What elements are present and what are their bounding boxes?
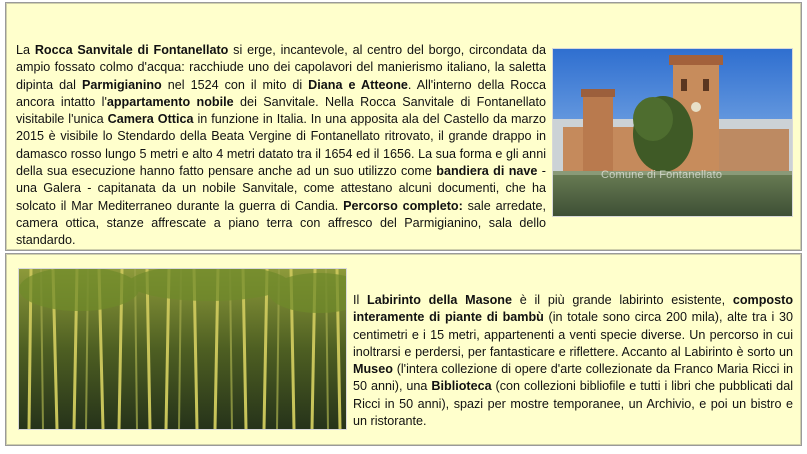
- castle-image: [553, 49, 792, 216]
- labirinto-description: Il Labirinto della Masone è il più grande labirinto esistente, composto interamente di piante di bambù (in totale sono circa 200 mila), alte tra i 30 centimetri e i 15 metri, appartenenti a venti specie diverse. Un percorso in cui inoltrarsi e perdersi, per fantasticare e riflettere. Accanto al Labirinto è sorto un Museo (l'intera collezione di opere d'arte collezionate da Franco Maria Ricci in 50 anni), una Biblioteca (con collezioni bibliofile e tutti i libri che pubblicati dal Ricci in 50 anni), spazi per mostre temporanee, un Archivio, e poi un bistro e un ristorante.: [353, 293, 794, 429]
- rocca-description: La Rocca Sanvitale di Fontanellato si erge, incantevole, al centro del borgo, circondata da ampio fossato colmo d'acqua: racchiude uno dei capolavori del manierismo italiano, la saletta dipinta dal Parmigianino nel 1524 con il mito di Diana e Atteone. All'interno della Rocca ancora intatto l'appartamento nobile dei Sanvitale. Nella Rocca Sanvitale di Fontanellato visitabile l'unica Camera Ottica in funzione in Italia. In una apposita ala del Castello da marzo 2015 è visibile lo Stendardo della Beata Vergine di Fontanellato ritrovato, il grande drappo in damasco rosso lungo 5 metri e alto 4 metri datato tra il 1654 ed il 1656. La sua forma e gli anni della sua esecuzione hanno fatto pensare anche ad un suo utilizzo come bandiera di nave - una Galera - capitanata da un nobile Sanvitale, come attestano alcuni documenti, che ha solcato il Mar Mediterraneo durante la guerra di Candia. Percorso completo: sale arredate, camera ottica, stanze affrescate a piano terra con affresco del Parmigianino, sala dello standardo.: [16, 43, 547, 248]
- rocca-sanvitale-section: [5, 2, 802, 251]
- bamboo-image: [19, 269, 346, 429]
- photo-watermark: Comune di Fontanellato: [601, 169, 723, 181]
- labirinto-masone-section: [5, 253, 802, 446]
- rocca-castle-photo: [552, 48, 793, 217]
- bamboo-photo: [18, 268, 347, 430]
- rocca-name: Rocca Sanvitale di Fontanellato: [34, 43, 229, 57]
- labirinto-name: Labirinto della Masone: [367, 293, 512, 307]
